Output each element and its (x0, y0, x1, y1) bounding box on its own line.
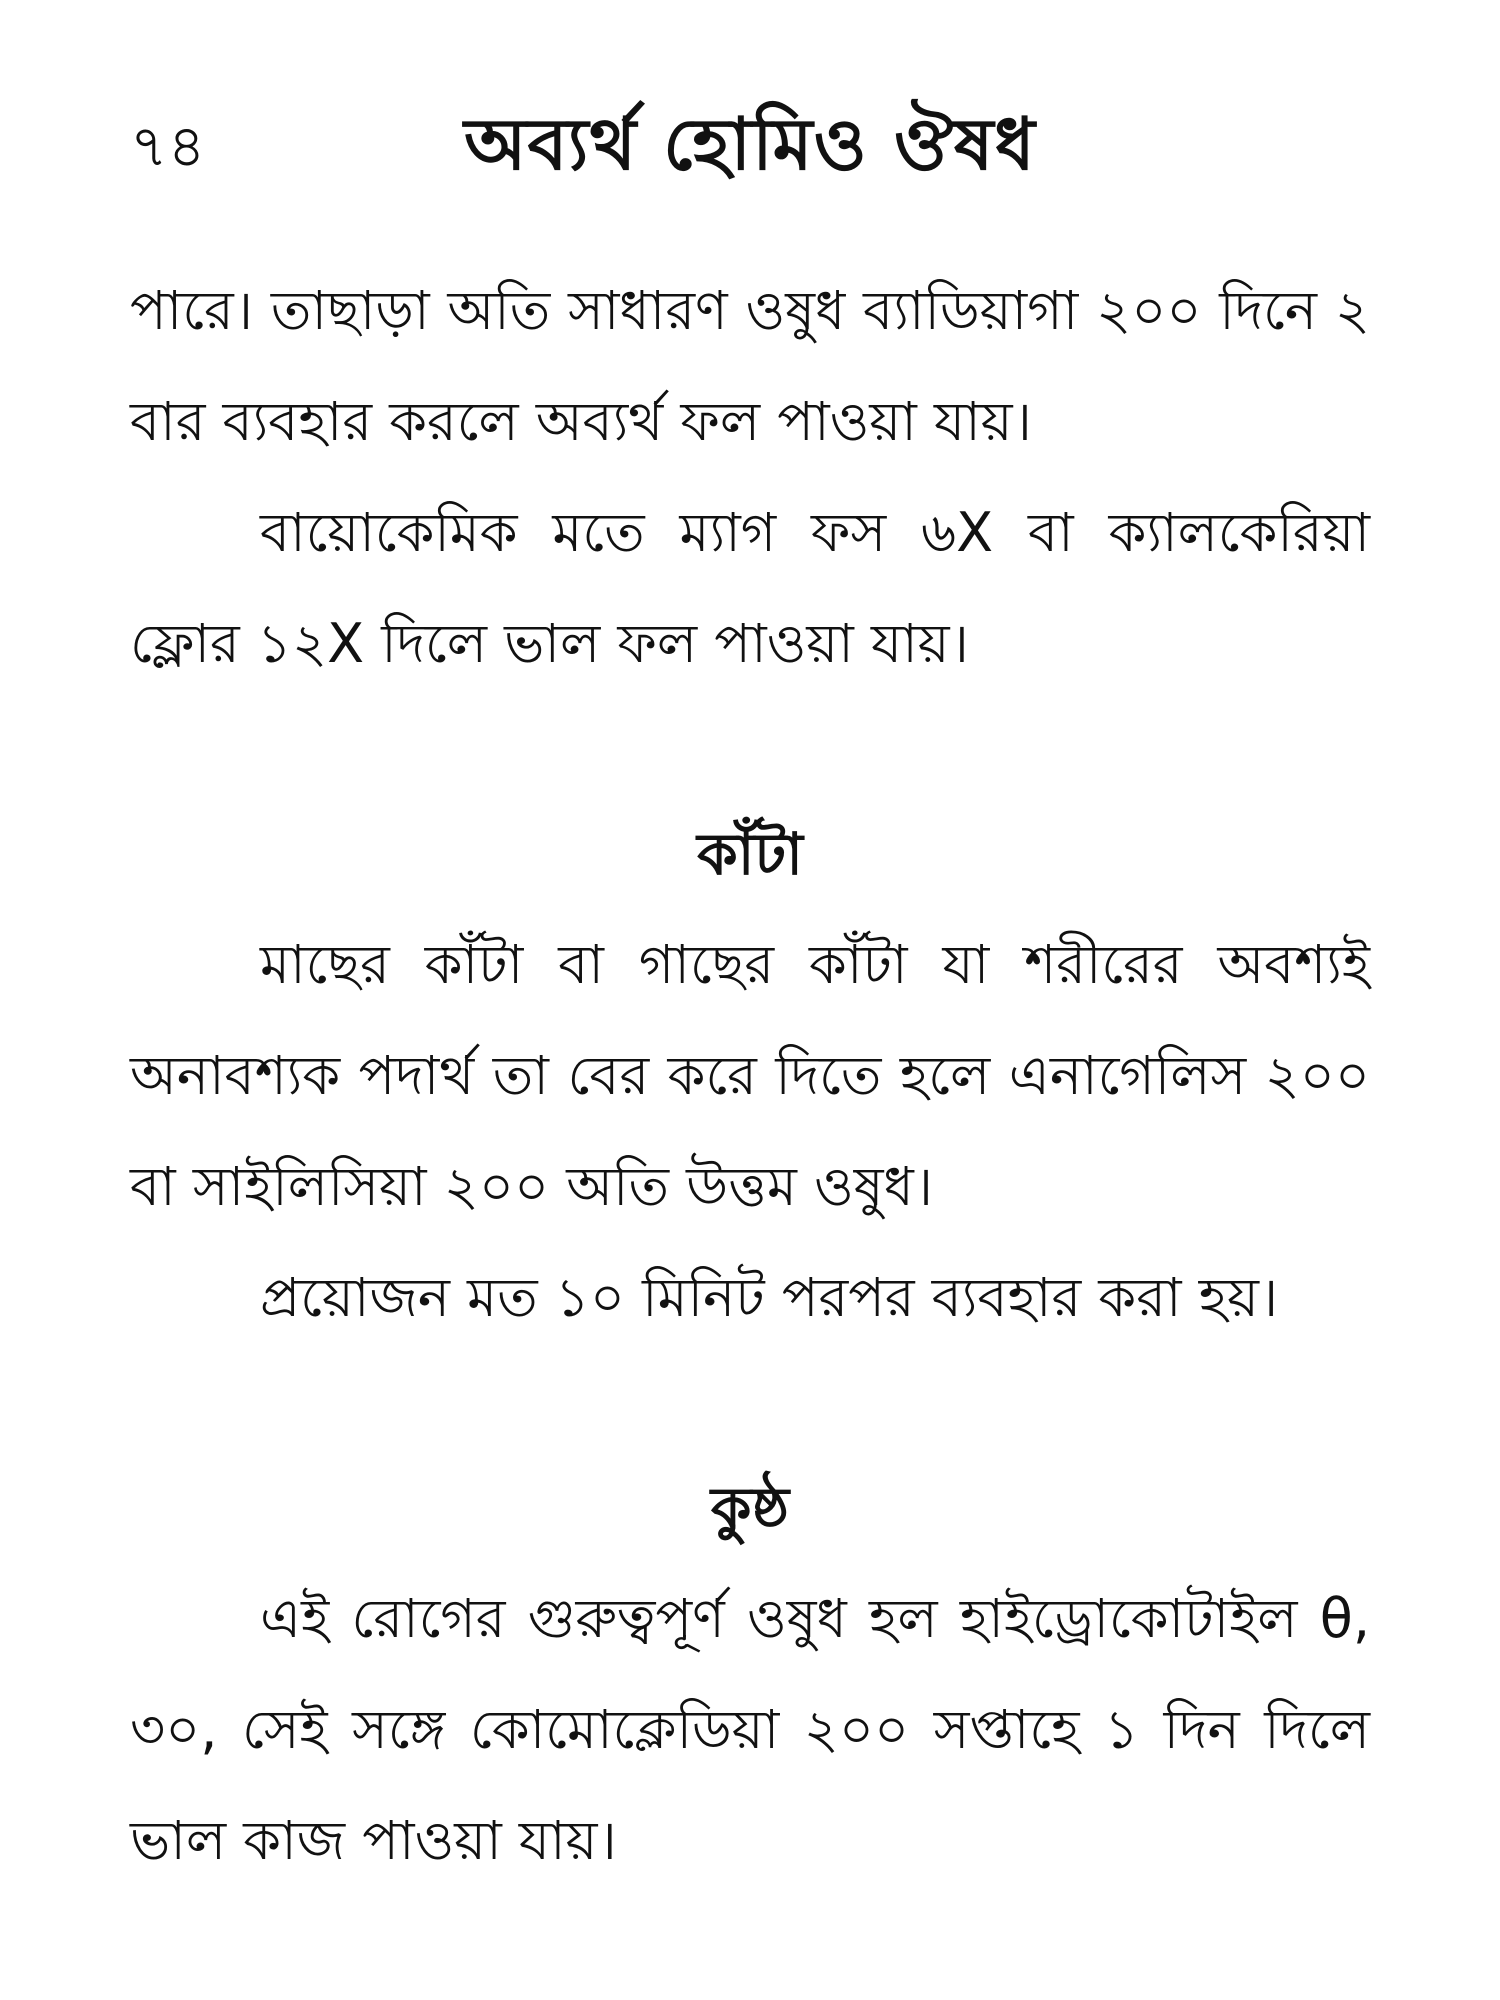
page-content (130, 255, 1370, 1896)
page-header (130, 90, 1370, 200)
kanta-paragraph-1: মাছের কাঁটা বা গাছের কাঁটা যা শরীরের অবশ্যই অনাবশ্যক পদার্থ তা বের করে দিতে হলে এনাগেলিস ২০০ বা সাইলিসিয়া ২০০ অতি উত্তম ওষুধ। (130, 933, 1370, 1218)
intro-paragraph-biochemic: বায়োকেমিক মতে ম্যাগ ফস ৬X বা ক্যালকেরিয়া ফ্লোর ১২X দিলে ভাল ফল পাওয়া যায়। (130, 501, 1370, 675)
section-heading-kanta: কাঁটা (697, 820, 803, 888)
section-spacer (130, 1353, 1370, 1453)
page-number: ৭৪ (130, 112, 206, 180)
intro-paragraph-continued: পারে। তাছাড়া অতি সাধারণ ওষুধ ব্যাডিয়াগা ২০০ দিনে ২ বার ব্যবহার করলে অব্যর্থ ফল পাওয়া যায়। (130, 279, 1370, 453)
section-kushtha (130, 1453, 1370, 1896)
section-spacer (130, 699, 1370, 799)
section-kanta (130, 799, 1370, 1353)
section-heading-kushtha: কুষ্ঠ (710, 1474, 790, 1542)
book-title: অব্যর্থ হোমিও ঔষধ (464, 102, 1036, 186)
book-page (130, 90, 1370, 1896)
kanta-paragraph-2: প্রয়োজন মত ১০ মিনিট পরপর ব্যবহার করা হয়। (260, 1266, 1279, 1329)
kushtha-paragraph-1: এই রোগের গুরুত্বপূর্ণ ওষুধ হল হাইড্রোকোটাইল θ, ৩০, সেই সঙ্গে কোমোক্লেডিয়া ২০০ সপ্তাহে ১ দিন দিলে ভাল কাজ পাওয়া যায়। (130, 1587, 1370, 1872)
